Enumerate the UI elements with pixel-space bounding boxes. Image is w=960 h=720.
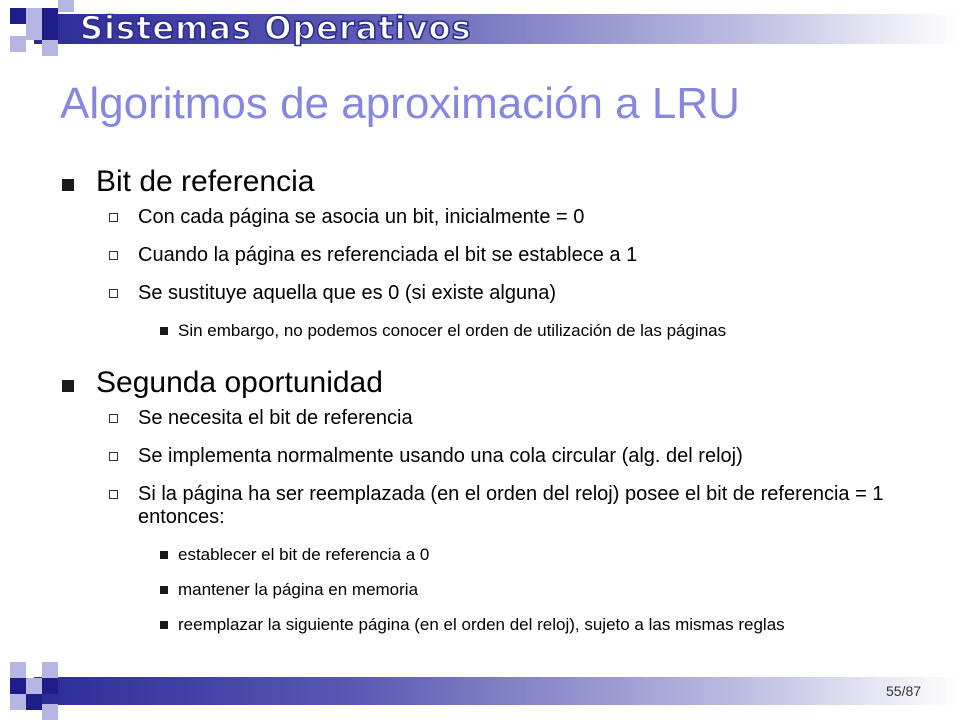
square-bullet-icon (160, 586, 168, 594)
hollow-square-bullet-icon (109, 452, 118, 461)
decor-square (10, 694, 26, 710)
decor-square (26, 678, 42, 694)
list-item (60, 244, 950, 267)
header-banner: Sistemas Operativos (80, 9, 472, 47)
list-item-text: Se implementa normalmente usando una cola circular (alg. del reloj) (138, 445, 743, 467)
footer-band (34, 677, 960, 705)
square-bullet-icon (160, 551, 168, 559)
section-heading-text: Bit de referencia (96, 165, 315, 198)
hollow-square-bullet-icon (109, 251, 118, 260)
sub-list-item (60, 614, 950, 636)
list-item-text: Se sustituye aquella que es 0 (si existe alguna) (138, 282, 557, 304)
decor-square (42, 662, 58, 678)
sub-list-item-text: Sin embargo, no podemos conocer el orden de utilización de las páginas (178, 321, 727, 340)
list-item (60, 206, 950, 229)
decor-square (10, 678, 26, 694)
square-bullet-icon (160, 327, 168, 335)
sub-list-item (60, 544, 950, 566)
decor-square (42, 704, 58, 720)
list-item (60, 407, 950, 430)
list-item-text: Se necesita el bit de referencia (138, 407, 413, 429)
slide-content (60, 162, 950, 649)
decor-square (10, 36, 26, 52)
decor-square (10, 662, 26, 678)
section-heading (60, 363, 950, 403)
list-item (60, 445, 950, 468)
square-bullet-icon (62, 380, 74, 392)
list-item-text: Con cada página se asocia un bit, inicialmente = 0 (138, 206, 585, 228)
decor-square (42, 24, 58, 40)
list-item-text: Si la página ha ser reemplazada (en el orden del reloj) posee el bit de referencia = 1 entonces: (138, 483, 884, 528)
section-heading (60, 162, 950, 202)
decor-square (26, 24, 42, 40)
decor-square (42, 40, 58, 56)
square-bullet-icon (160, 621, 168, 629)
hollow-square-bullet-icon (109, 289, 118, 298)
decor-square (42, 8, 58, 24)
hollow-square-bullet-icon (109, 414, 118, 423)
list-item-text: Cuando la página es referenciada el bit se establece a 1 (138, 244, 638, 266)
decor-square (26, 8, 42, 24)
page-number: 55/87 (886, 683, 922, 699)
sub-list-item-text: mantener la página en memoria (178, 580, 419, 599)
sub-list-item (60, 579, 950, 601)
decor-square (58, 0, 74, 12)
decor-square (26, 694, 42, 710)
square-bullet-icon (62, 179, 74, 191)
hollow-square-bullet-icon (109, 490, 118, 499)
list-item (60, 282, 950, 305)
sub-list-item-text: reemplazar la siguiente página (en el orden del reloj), sujeto a las mismas reglas (178, 615, 785, 634)
page-title: Algoritmos de aproximación a LRU (60, 79, 740, 128)
sub-list-item-text: establecer el bit de referencia a 0 (178, 545, 430, 564)
section-heading-text: Segunda oportunidad (96, 366, 383, 399)
hollow-square-bullet-icon (109, 213, 118, 222)
sub-list-item (60, 320, 950, 342)
list-item (60, 483, 950, 529)
decor-square (10, 8, 26, 24)
decor-square (42, 678, 58, 694)
